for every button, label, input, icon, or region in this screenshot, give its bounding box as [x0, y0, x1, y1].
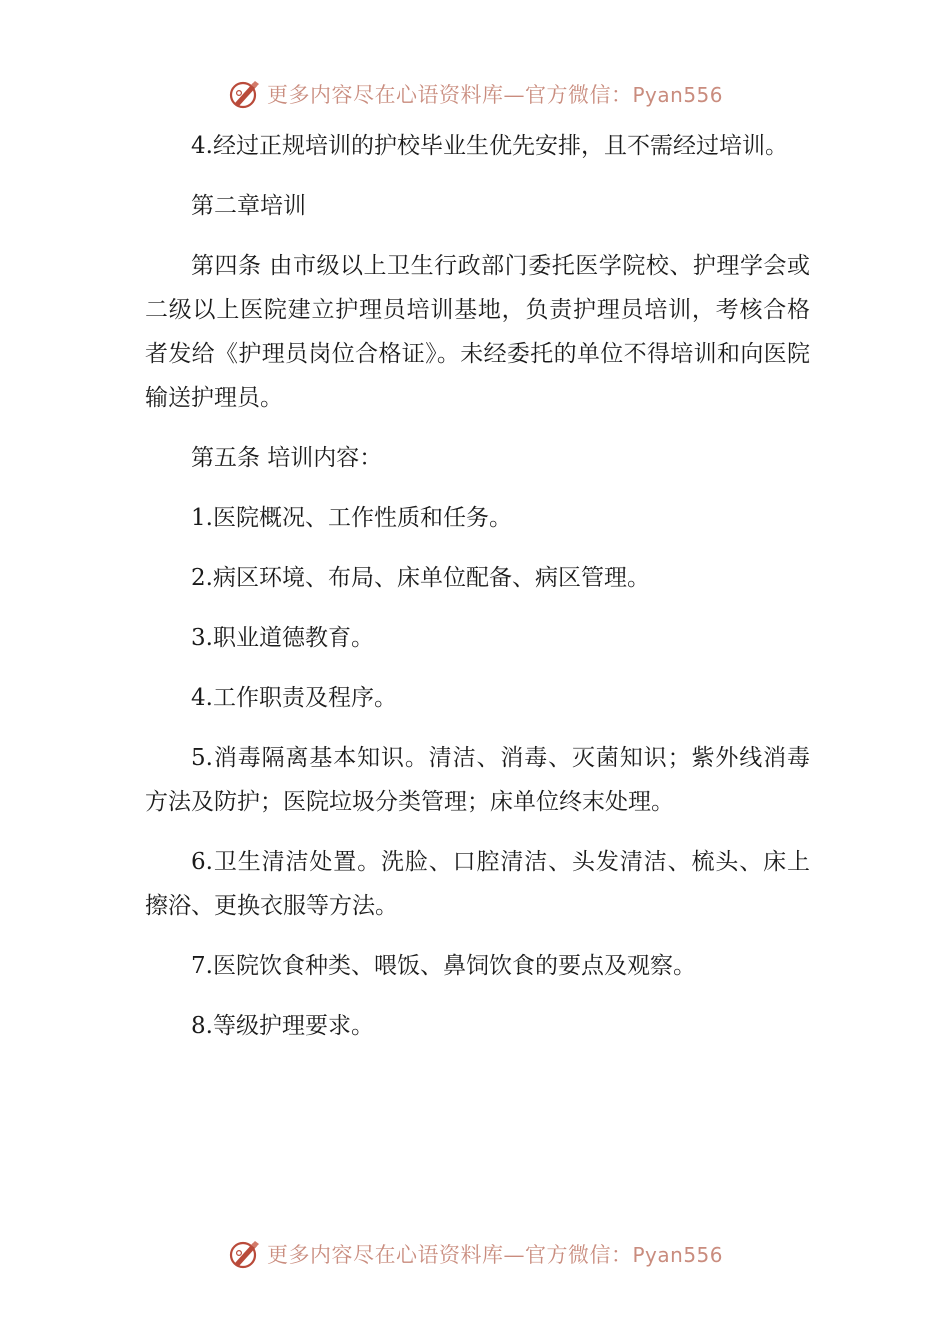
list-item: 7.医院饮食种类、喂饭、鼻饲饮食的要点及观察。 [191, 953, 696, 979]
paragraph-item-4-priority: 4.经过正规培训的护校毕业生优先安排，且不需经过培训。 [191, 133, 788, 159]
list-item: 2.病区环境、布局、床单位配备、病区管理。 [191, 565, 650, 591]
footer-watermark [0, 1234, 950, 1274]
list-item: 4.工作职责及程序。 [191, 685, 397, 711]
header-watermark [0, 74, 950, 114]
list-item: 8.等级护理要求。 [191, 1013, 374, 1039]
list-item: 5.消毒隔离基本知识。清洁、消毒、灭菌知识；紫外线消毒方法及防护；医院垃圾分类管理；床单位终末处理。 [145, 745, 810, 815]
chapter-heading: 第二章培训 [191, 193, 306, 219]
watermark-text: 更多内容尽在心语资料库—官方微信：Pyan556 [266, 83, 723, 107]
pen-logo-icon [227, 76, 263, 112]
list-item: 3.职业道德教育。 [191, 625, 374, 651]
article-5: 第五条 培训内容： [191, 445, 383, 471]
document-body [145, 124, 810, 1064]
pen-logo-icon [227, 1236, 263, 1272]
list-item: 6.卫生清洁处置。洗脸、口腔清洁、头发清洁、梳头、床上擦浴、更换衣服等方法。 [145, 849, 810, 919]
watermark-wechat-id: Pyan556 [632, 1243, 723, 1267]
list-item: 1.医院概况、工作性质和任务。 [191, 505, 512, 531]
article-4: 第四条 由市级以上卫生行政部门委托医学院校、护理学会或二级以上医院建立护理员培训基地，负责护理员培训，考核合格者发给《护理员岗位合格证》。未经委托的单位不得培训和向医院输送护理员。 [145, 253, 810, 411]
watermark-wechat-id: Pyan556 [632, 83, 723, 107]
watermark-text: 更多内容尽在心语资料库—官方微信：Pyan556 [266, 1243, 723, 1267]
